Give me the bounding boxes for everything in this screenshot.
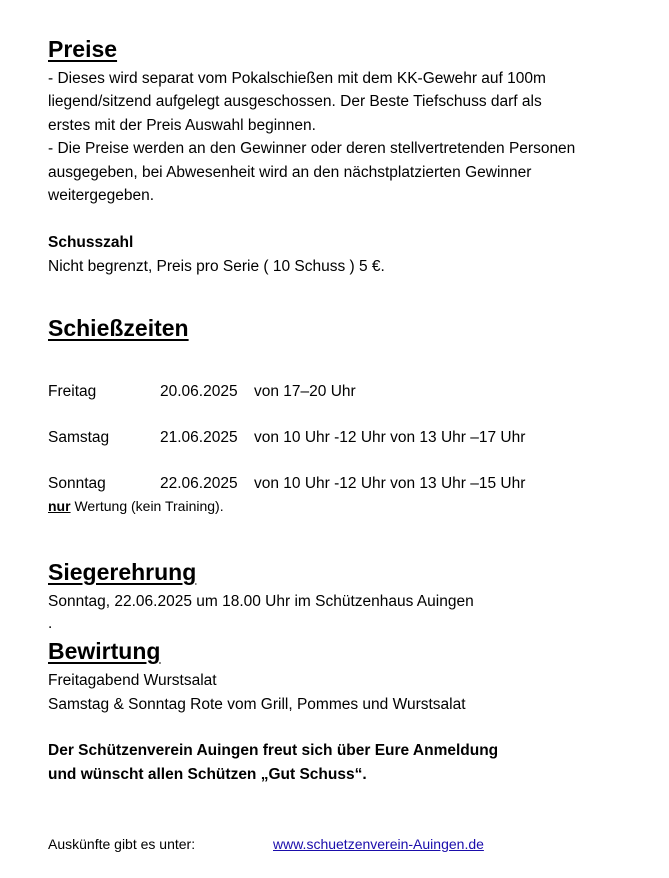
schusszahl-text: Nicht begrenzt, Preis pro Serie ( 10 Schuss ) 5 €.	[48, 258, 385, 275]
schedule-time: von 17–20 Uhr	[254, 383, 356, 400]
siegerehrung-text: Sonntag, 22.06.2025 um 18.00 Uhr im Schützenhaus Auingen	[48, 593, 474, 610]
bewirtung-heading: Bewirtung	[48, 638, 161, 664]
schedule-note-text: Wertung (kein Training).	[70, 498, 224, 514]
schedule-day: Samstag	[48, 429, 110, 446]
siegerehrung-dot: .	[48, 615, 53, 632]
preise-line-1: - Dieses wird separat vom Pokalschießen mit dem KK-Gewehr auf 100m	[48, 70, 546, 87]
schedule-time: von 10 Uhr -12 Uhr von 13 Uhr –15 Uhr	[254, 475, 526, 492]
preise-heading: Preise	[48, 36, 118, 62]
siegerehrung-heading: Siegerehrung	[48, 559, 197, 585]
preise-line-6: weitergegeben.	[48, 187, 154, 204]
schedule-day: Freitag	[48, 383, 97, 400]
footer-label: Auskünfte gibt es unter:	[48, 836, 196, 852]
preise-line-5: ausgegeben, bei Abwesenheit wird an den nächstplatzierten Gewinner	[48, 164, 532, 181]
closing-line-2: und wünscht allen Schützen „Gut Schuss“.	[48, 766, 367, 783]
schedule-date: 22.06.2025	[160, 475, 238, 492]
preise-line-2: liegend/sitzend aufgelegt ausgeschossen. Der Beste Tiefschuss darf als	[48, 93, 542, 110]
bewirtung-line-1: Freitagabend Wurstsalat	[48, 672, 217, 689]
schusszahl-heading: Schusszahl	[48, 234, 134, 251]
schiesszeiten-heading: Schießzeiten	[48, 315, 189, 341]
schedule-time: von 10 Uhr -12 Uhr von 13 Uhr –17 Uhr	[254, 429, 526, 446]
schedule-day: Sonntag	[48, 475, 106, 492]
bewirtung-line-2: Samstag & Sonntag Rote vom Grill, Pommes und Wurstsalat	[48, 696, 466, 713]
schedule-note	[48, 498, 224, 514]
closing-line-1: Der Schützenverein Auingen freut sich über Eure Anmeldung	[48, 742, 499, 759]
schedule-note-emphasis: nur	[48, 498, 71, 514]
website-link[interactable]: www.schuetzenverein-Auingen.de	[273, 836, 484, 852]
schedule-date: 20.06.2025	[160, 383, 238, 400]
preise-line-4: - Die Preise werden an den Gewinner oder deren stellvertretenden Personen	[48, 140, 576, 157]
preise-line-3: erstes mit der Preis Auswahl beginnen.	[48, 117, 316, 134]
schedule-date: 21.06.2025	[160, 429, 238, 446]
